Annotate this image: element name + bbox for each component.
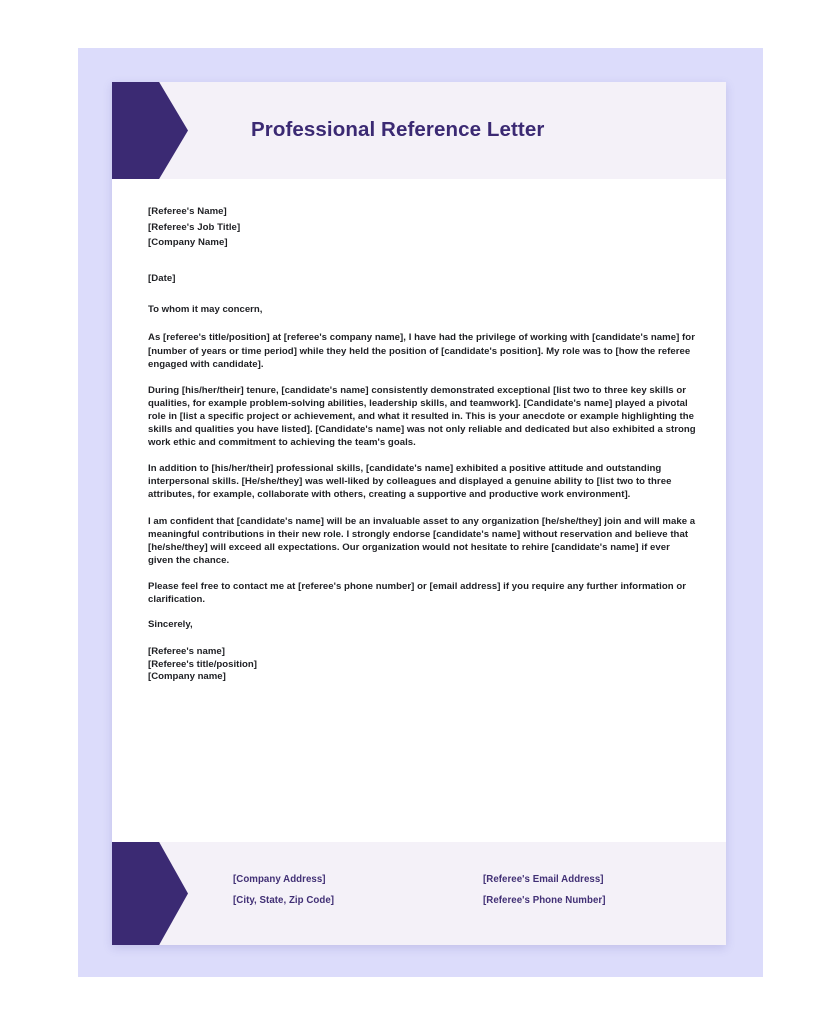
spacer — [148, 286, 696, 303]
footer-contact-details — [483, 869, 605, 911]
body-paragraph: In addition to [his/her/their] professional skills, [candidate's name] exhibited a positive attitude and outstanding interpersonal skills. [He/she/they] was well-liked by colleagues and displayed a genuine ability to [list two to three attributes, for example, collaborate with others, creating a supportive and productive work environment]. — [148, 463, 672, 501]
recipient-block — [148, 204, 696, 251]
header-arrow-shape-icon — [112, 82, 188, 179]
recipient-line: [Referee's Job Title] — [148, 221, 241, 233]
recipient-line: [Company Name] — [148, 237, 228, 249]
body-paragraph: I am confident that [candidate's name] will be an invaluable asset to any organization [he/she/they] join and will make a meaningful contributions in their new role. I strongly endorse [candidate's name] without reservation and believe that [he/she/they] will exceed all expectations. Our organization would not hesitate to rehire [candidate's name] if ever given the chance. — [148, 515, 696, 566]
spacer — [148, 251, 696, 271]
signature-line: [Referee's title/position] — [148, 658, 257, 670]
recipient-line: [Referee's Name] — [148, 206, 227, 217]
signature-line: [Company name] — [148, 671, 226, 683]
letter-page — [112, 82, 726, 945]
footer-line: [Referee's Phone Number] — [483, 895, 606, 906]
letter-body — [148, 204, 696, 684]
body-paragraph: As [referee's title/position] at [referee's company name], I have had the privilege of working with [candidate's name] for [number of years or time period] while they held the position of [candidate's position]. My role was to [how the referee engaged with candidate]. — [148, 332, 695, 370]
footer-company-address — [233, 869, 334, 911]
footer-line: [Company Address] — [233, 874, 326, 885]
letter-header-band — [112, 82, 726, 179]
signature-line: [Referee's name] — [148, 646, 225, 658]
footer-line: [Referee's Email Address] — [483, 874, 604, 885]
body-paragraph: During [his/her/their] tenure, [candidate's name] consistently demonstrated exceptional [list two to three key skills or qualities, for example problem-solving abilities, leadership skills, and teamwork]. [Candidate's name] played a pivotal role in [list a specific project or achievement, and what it resulted in. This is your anecdote or example highlighting the skills and qualities you have listed]. [Candidate's name] was not only reliable and dedicated but also exhibited a strong work ethic and commitment to achieving the team's goals. — [148, 384, 696, 449]
salutation: To whom it may concern, — [148, 304, 263, 316]
signature-block — [148, 646, 696, 684]
body-paragraph: Please feel free to contact me at [referee's phone number] or [email address] if you require any further information or clarification. — [148, 580, 687, 605]
letter-date: [Date] — [148, 272, 176, 284]
page-title: Professional Reference Letter — [251, 118, 545, 141]
closing: Sincerely, — [148, 619, 193, 631]
letter-footer-band — [112, 842, 726, 945]
footer-arrow-shape-icon — [112, 842, 188, 945]
footer-line: [City, State, Zip Code] — [233, 895, 335, 906]
